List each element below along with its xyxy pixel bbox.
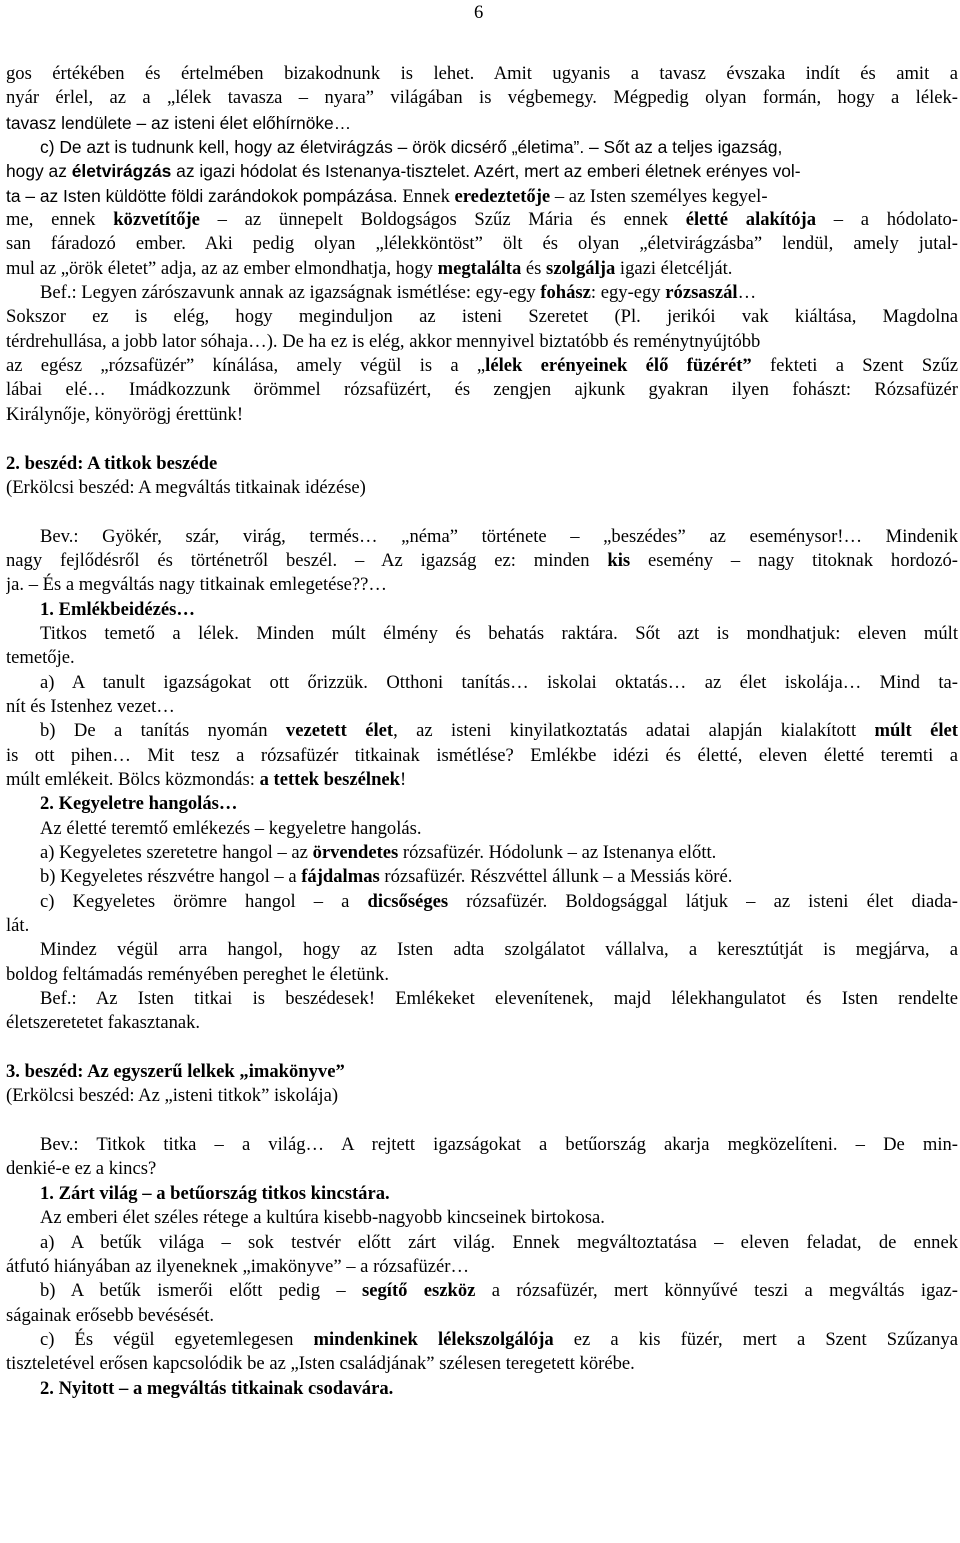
text-line [6,62,958,86]
text-segment: – az ünnepelt Boldogságos Szűz Mária és ennek [199,209,686,231]
text-line [6,1377,958,1401]
text-segment: mul az „örök életet” adja, az az ember elmondhatja, hogy [6,257,438,279]
blank-line [6,1109,958,1133]
text-line [6,719,958,743]
text-segment: Királynője, könyörögj érettünk! [6,403,244,425]
text-line [6,330,958,354]
text-segment: tavasz lendülete – az isteni élet előhírnöke… [6,112,352,133]
text-line [6,695,958,719]
bold-text: dicsőséges [367,890,449,912]
text-segment: (Erkölcsi beszéd: A megváltás titkainak idézése) [6,476,366,498]
text-segment: (Erkölcsi beszéd: Az „isteni titkok” iskolája) [6,1085,339,1107]
text-segment: boldog feltámadás reményében pereghet le életünk. [6,963,390,985]
text-line [6,378,958,402]
text-segment: hogy az [6,161,72,182]
page-number: 6 [474,2,484,23]
text-segment: Bef.: Az Isten titkai is beszédesek! Emlékeket elevenítenek, majd lélekhangulatot és Isten rendelte [40,988,958,1010]
text-segment: ! [400,768,407,790]
text-segment: b) De a tanítás nyomán [40,720,286,742]
text-line [6,744,958,768]
text-segment: Sokszor ez is elég, hogy meginduljon az isteni Szeretet (Pl. jerikói vak kiáltása, Magdolna [6,306,958,328]
text-line [6,573,958,597]
text-line [6,963,958,987]
text-segment: c) És végül egyetemlegesen [40,1328,314,1350]
bold-text: szolgálja [546,257,616,279]
text-segment: – az Isten személyes kegyel- [550,185,768,207]
text-line [6,281,958,305]
text-segment: a) A tanult igazságokat ott őrizzük. Otthoni tanítás… iskolai oktatás… az élet iskolája… Mind ta- [40,671,958,693]
bold-text: mindenkinek lélekszolgálója [313,1328,554,1350]
text-line [6,1206,958,1230]
text-line [6,354,958,378]
text-segment: tiszteletével erősen kapcsolódik be az „Isten családjának” szélesen teregetett körébe. [6,1353,635,1375]
text-line [6,938,958,962]
bold-text: 3. beszéd: Az egyszerű lelkek „imakönyve” [6,1061,345,1083]
bold-text: életvirágzás [71,161,172,182]
text-segment: a rózsafüzér, mert könnyűvé teszi a megváltás igaz- [475,1280,958,1302]
bold-text: vezetett élet [285,720,394,742]
text-segment: is ott pihen… Mit tesz a rózsafüzér titkainak ismétlése? Emlékbe idézi és életté, eleven életté teremti a [6,744,958,766]
text-segment: térdrehullása, a jobb lator sóhaja…). De ha ez is elég, akkor mennyivel biztatóbb és reménytnyújtóbb [6,330,761,352]
text-line [6,208,958,232]
text-line [6,1304,958,1328]
text-line [6,768,958,792]
text-segment: a) A betűk világa – sok testvér előtt zárt világ. Ennek megváltoztatása – eleven feladat, de ennek [40,1231,958,1253]
bold-text: megtalálta [437,257,522,279]
bold-text: fohász [540,282,591,304]
text-segment: b) A betűk ismerői előtt pedig – [40,1280,362,1302]
bold-text: örvendetes [312,842,399,863]
text-line [6,1352,958,1376]
text-segment: nít és Istenhez vezet… [6,695,175,717]
text-line [6,111,958,135]
text-segment: az igazi hódolat és Istenanya-tisztelet. Azért, mert az emberi életnek erényes vol- [171,161,801,182]
bold-text: 2. beszéd: A titkok beszéde [6,452,218,474]
text-segment: múlt emlékeit. Bölcs közmondás: [6,768,260,790]
text-line [6,403,958,427]
text-segment: esemény – nagy titoknak hordozó- [630,549,958,571]
text-segment: ságainak erősebb bevésését. [6,1304,215,1326]
text-line [6,914,958,938]
text-segment: nagy fejlődésről és történetről beszél. – Az igazság ez: minden [6,549,608,571]
text-segment: denkié-e ez a kincs? [6,1158,157,1180]
text-segment: … [737,282,757,304]
text-line [6,890,958,914]
text-line [6,598,958,622]
text-segment: és [521,257,547,279]
text-line [6,476,958,500]
text-segment: b) Kegyeletes részvétre hangol – a [40,866,302,888]
text-segment: nyár érlel, az a „lélek tavasza – nyara” világában is végbemegy. Mégpedig olyan formán, hogy a lélek- [6,87,958,109]
text-line [6,1328,958,1352]
text-segment: lábai elé… Imádkozzunk örömmel rózsafüzért, és zengjen ajkunk gyakran ilyen fohászt: Rózsafüzér [6,379,958,401]
bold-text: segítő eszköz [362,1280,476,1302]
text-line [6,1255,958,1279]
text-line [6,841,958,865]
bold-text: eredeztetője [454,185,551,207]
text-line [6,257,958,281]
text-line [6,817,958,841]
text-line [6,671,958,695]
blank-line [6,1036,958,1060]
text-segment: ta – az Isten küldötte földi zarándokok pompázása. [6,185,403,206]
bold-text: lélek erényeinek élő füzérét” [485,355,752,377]
bold-text: közvetítője [113,209,200,231]
text-line [6,865,958,889]
text-line [6,792,958,816]
blank-line [6,500,958,524]
text-segment: lát. [6,915,30,937]
bold-text: rózsaszál [665,282,738,304]
text-segment: az egész „rózsafüzér” kínálása, amely végül is a „ [6,355,486,377]
text-segment: átfutó hiányában az ilyeneknek „imakönyve” – a rózsafüzér… [6,1255,470,1277]
bold-text: múlt élet [874,720,958,742]
text-line [6,1157,958,1181]
text-line [6,1084,958,1108]
text-segment: Ennek [402,185,455,207]
text-segment: rózsafüzér. Boldogsággal látjuk – az isteni élet diada- [448,890,958,912]
bold-text: kis [607,549,631,571]
text-line [6,232,958,256]
text-segment: : egy-egy [590,282,666,304]
bold-text: 2. Kegyeletre hangolás… [40,793,238,815]
bold-text: életté alakítója [685,209,817,231]
text-line [6,305,958,329]
text-line [6,135,958,159]
text-line [6,159,958,183]
text-segment: c) De azt is tudnunk kell, hogy az életvirágzás – örök dicsérő „életima”. – Sőt az a teljes igazság, [40,137,783,158]
text-segment: Bev.: Titkok titka – a világ… A rejtett igazságokat a betűország akarja megközelíteni. – De min- [40,1134,958,1156]
text-segment: c) Kegyeletes örömre hangol – a [40,890,368,912]
text-line [6,1011,958,1035]
text-line [6,549,958,573]
text-line [6,184,958,208]
text-segment: igazi életcélját. [615,257,733,279]
text-segment: fekteti a Szent Szűz [751,355,958,377]
text-segment: rózsafüzér. Hódolunk – az Istenanya előtt. [398,842,717,863]
text-segment: ez a kis füzér, mert a Szent Szűzanya [553,1328,958,1350]
text-segment: – a hódolato- [816,209,958,231]
text-segment: ja. – És a megváltás nagy titkainak emlegetése??… [6,574,388,596]
text-segment: temetője. [6,647,75,669]
text-segment: , az isteni kinyilatkoztatás adatai alapján kialakított [393,720,875,742]
bold-text: a tettek beszélnek [259,768,401,790]
text-line [6,1133,958,1157]
text-segment: gos értékében és értelmében bizakodnunk is lehet. Amit ugyanis a tavasz évszaka indít és amit a [6,63,958,84]
blank-line [6,427,958,451]
text-line [6,86,958,110]
bold-text: fájdalmas [301,866,380,888]
text-line [6,525,958,549]
text-line [6,1231,958,1255]
text-segment: Bev.: Gyökér, szár, virág, termés… „néma” története – „beszédes” az eseménysor!… Mindenik [40,525,958,547]
text-line [6,452,958,476]
bold-text: 1. Zárt világ – a betűország titkos kincstára. [40,1182,390,1204]
text-segment: san fáradozó ember. Aki pedig olyan „lélekköntöst” ölt és olyan „életvirágzásba” lendül, amely jutal- [6,233,958,255]
text-segment: a) Kegyeletes szeretetre hangol – az [40,842,313,863]
text-segment: me, ennek [6,209,114,231]
bold-text: 2. Nyitott – a megváltás titkainak csodavára. [40,1377,394,1399]
text-segment: Az emberi élet széles rétege a kultúra kisebb-nagyobb kincseinek birtokosa. [40,1207,605,1229]
text-segment: Az életté teremtő emlékezés – kegyeletre hangolás. [40,817,422,839]
text-segment: Mindez végül arra hangol, hogy az Isten adta szolgálatot vállalva, a keresztútját is megjárva, a [40,939,958,961]
text-segment: életszeretetet fakasztanak. [6,1012,201,1034]
text-line [6,646,958,670]
text-line [6,1060,958,1084]
text-line [6,622,958,646]
text-segment: Bef.: Legyen zárószavunk annak az igazságnak ismétlése: egy-egy [40,282,541,304]
document-body [6,62,958,1401]
text-line [6,987,958,1011]
text-segment: Titkos temető a lélek. Minden múlt élmény és behatás raktára. Sőt azt is mondhatjuk: eleven múlt [40,622,958,644]
text-line [6,1182,958,1206]
text-line [6,1279,958,1303]
text-segment: rózsafüzér. Részvéttel állunk – a Messiás köré. [379,866,733,888]
bold-text: 1. Emlékbeidézés… [40,598,195,620]
